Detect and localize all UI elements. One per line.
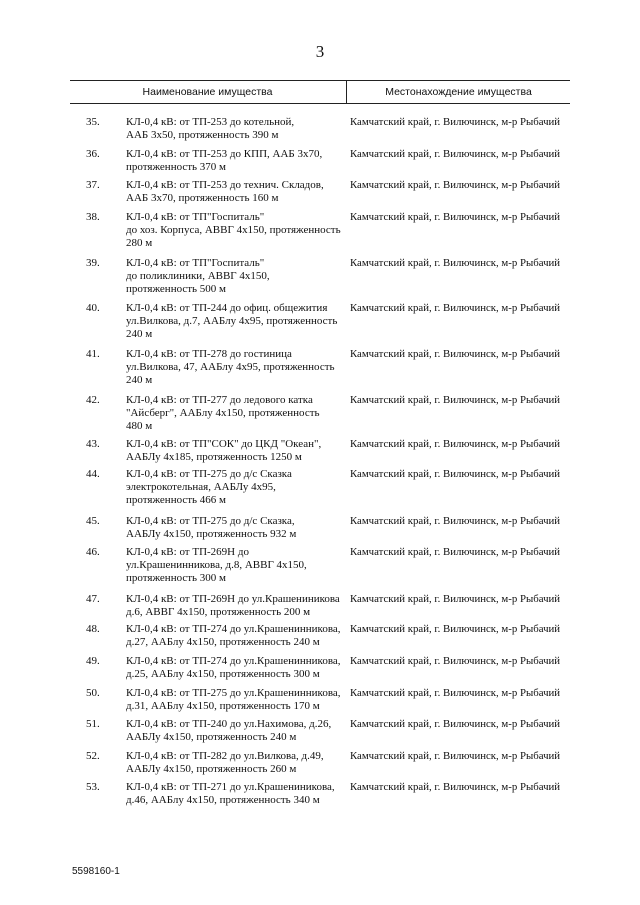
property-location: Камчатский край, г. Вилючинск, м-р Рыбачий (350, 438, 561, 450)
property-name-line: протяженность 300 м (126, 572, 227, 584)
document-code: 5598160-1 (72, 866, 120, 877)
property-name (126, 750, 348, 776)
table-header (70, 80, 570, 104)
property-location: Камчатский край, г. Вилючинск, м-р Рыбачий (350, 718, 561, 730)
property-name-line: протяженность 500 м (126, 283, 227, 295)
page-number: 3 (315, 42, 325, 61)
property-name (126, 515, 348, 541)
property-location: Камчатский край, г. Вилючинск, м-р Рыбачий (350, 655, 561, 667)
row-number: 46. (86, 546, 100, 558)
property-name (126, 546, 348, 585)
property-name-line: КЛ-0,4 кВ: от ТП-274 до ул.Крашенинникова, (126, 623, 341, 635)
property-name-line: 240 м (126, 374, 153, 386)
row-number: 51. (86, 718, 100, 730)
property-name-line: "Айсберг", ААБлу 4х150, протяженность (126, 407, 320, 419)
property-name-line: КЛ-0,4 кВ: от ТП"Госпиталь" (126, 211, 265, 223)
property-name-line: ААБЛу 4х150, протяженность 932 м (126, 528, 297, 540)
property-name (126, 468, 348, 507)
property-location: Камчатский край, г. Вилючинск, м-р Рыбачий (350, 211, 561, 223)
property-name-line: КЛ-0,4 кВ: от ТП-278 до гостиница (126, 348, 292, 360)
row-number: 50. (86, 687, 100, 699)
property-name (126, 179, 348, 205)
property-name (126, 655, 348, 681)
property-name-line: КЛ-0,4 кВ: от ТП-244 до офиц. общежития (126, 302, 328, 314)
property-name (126, 116, 348, 142)
row-number: 36. (86, 148, 100, 160)
row-number: 45. (86, 515, 100, 527)
property-name (126, 781, 348, 807)
property-name-line: КЛ-0,4 кВ: от ТП-269Н до ул.Крашениникова (126, 593, 340, 605)
property-name-line: КЛ-0,4 кВ: от ТП-275 до д/с Сказка, (126, 515, 295, 527)
property-name-line: протяженность 466 м (126, 494, 227, 506)
property-location: Камчатский край, г. Вилючинск, м-р Рыбачий (350, 116, 561, 128)
property-location: Камчатский край, г. Вилючинск, м-р Рыбачий (350, 781, 561, 793)
property-name-line: до хоз. Корпуса, АВВГ 4х150, протяженность (126, 224, 341, 236)
property-name (126, 257, 348, 296)
property-location: Камчатский край, г. Вилючинск, м-р Рыбачий (350, 148, 561, 160)
property-location: Камчатский край, г. Вилючинск, м-р Рыбачий (350, 593, 561, 605)
property-name-line: КЛ-0,4 кВ: от ТП"Госпиталь" (126, 257, 265, 269)
property-name-line: д.25, ААБлу 4х150, протяженность 300 м (126, 668, 320, 680)
property-name-line: КЛ-0,4 кВ: от ТП-271 до ул.Крашениникова, (126, 781, 335, 793)
property-name-line: КЛ-0,4 кВ: от ТП-253 до КПП, ААБ 3х70, (126, 148, 323, 160)
property-name-line: ул.Крашенинникова, д.8, АВВГ 4х150, (126, 559, 307, 571)
property-name-line: ААБ 3х70, протяженность 160 м (126, 192, 279, 204)
property-name (126, 593, 348, 619)
property-name-line: д.27, ААБлу 4х150, протяженность 240 м (126, 636, 320, 648)
property-location: Камчатский край, г. Вилючинск, м-р Рыбачий (350, 546, 561, 558)
property-name-line: 240 м (126, 328, 153, 340)
property-name (126, 211, 348, 250)
row-number: 37. (86, 179, 100, 191)
property-name-line: ул.Вилкова, д.7, ААБлу 4х95, протяженность (126, 315, 338, 327)
property-location: Камчатский край, г. Вилючинск, м-р Рыбачий (350, 179, 561, 191)
property-name-line: КЛ-0,4 кВ: от ТП-277 до ледового катка (126, 394, 313, 406)
row-number: 53. (86, 781, 100, 793)
property-name-line: электрокотельная, ААБЛу 4х95, (126, 481, 276, 493)
property-name-line: КЛ-0,4 кВ: от ТП-269Н до (126, 546, 249, 558)
property-name (126, 302, 348, 341)
property-location: Камчатский край, г. Вилючинск, м-р Рыбачий (350, 750, 561, 762)
property-location: Камчатский край, г. Вилючинск, м-р Рыбачий (350, 623, 561, 635)
property-name-line: д.6, АВВГ 4х150, протяженность 200 м (126, 606, 311, 618)
property-name-line: ААБЛу 4х185, протяженность 1250 м (126, 451, 302, 463)
property-name (126, 394, 348, 433)
property-name-line: ААБЛу 4х150, протяженность 260 м (126, 763, 297, 775)
property-name-line: ААБ 3х50, протяженность 390 м (126, 129, 279, 141)
property-location: Камчатский край, г. Вилючинск, м-р Рыбачий (350, 468, 561, 480)
property-location: Камчатский край, г. Вилючинск, м-р Рыбачий (350, 394, 561, 406)
property-name-line: 480 м (126, 420, 153, 432)
property-name-line: КЛ-0,4 кВ: от ТП"СОК" до ЦКД "Океан", (126, 438, 322, 450)
row-number: 49. (86, 655, 100, 667)
property-name (126, 718, 348, 744)
row-number: 42. (86, 394, 100, 406)
property-name (126, 687, 348, 713)
row-number: 39. (86, 257, 100, 269)
property-name-line: ААБЛу 4х150, протяженность 240 м (126, 731, 297, 743)
property-name-line: д.46, ААБлу 4х150, протяженность 340 м (126, 794, 320, 806)
row-number: 52. (86, 750, 100, 762)
property-name-line: КЛ-0,4 кВ: от ТП-275 до ул.Крашенинникова, (126, 687, 341, 699)
header-location: Местонахождение имущества (385, 86, 532, 98)
row-number: 35. (86, 116, 100, 128)
property-name-line: КЛ-0,4 кВ: от ТП-282 до ул.Вилкова, д.49, (126, 750, 324, 762)
row-number: 40. (86, 302, 100, 314)
property-name-line: КЛ-0,4 кВ: от ТП-253 до котельной, (126, 116, 295, 128)
property-name-line: протяженность 370 м (126, 161, 227, 173)
property-location: Камчатский край, г. Вилючинск, м-р Рыбачий (350, 515, 561, 527)
header-name: Наименование имущества (142, 86, 273, 98)
property-name (126, 623, 348, 649)
property-name-line: КЛ-0,4 кВ: от ТП-274 до ул.Крашенинникова, (126, 655, 341, 667)
property-name-line: до поликлиники, АВВГ 4х150, (126, 270, 270, 282)
property-name-line: д.31, ААБлу 4х150, протяженность 170 м (126, 700, 320, 712)
property-name-line: КЛ-0,4 кВ: от ТП-275 до д/с Сказка (126, 468, 292, 480)
row-number: 41. (86, 348, 100, 360)
row-number: 47. (86, 593, 100, 605)
property-name-line: 280 м (126, 237, 153, 249)
property-location: Камчатский край, г. Вилючинск, м-р Рыбачий (350, 302, 561, 314)
property-location: Камчатский край, г. Вилючинск, м-р Рыбачий (350, 687, 561, 699)
row-number: 43. (86, 438, 100, 450)
property-name (126, 438, 348, 464)
row-number: 44. (86, 468, 100, 480)
property-name-line: КЛ-0,4 кВ: от ТП-240 до ул.Нахимова, д.26, (126, 718, 332, 730)
property-name-line: КЛ-0,4 кВ: от ТП-253 до технич. Складов, (126, 179, 324, 191)
property-name (126, 348, 348, 387)
property-name-line: ул.Вилкова, 47, ААБлу 4х95, протяженность (126, 361, 335, 373)
property-location: Камчатский край, г. Вилючинск, м-р Рыбачий (350, 348, 561, 360)
row-number: 38. (86, 211, 100, 223)
row-number: 48. (86, 623, 100, 635)
property-location: Камчатский край, г. Вилючинск, м-р Рыбачий (350, 257, 561, 269)
property-name (126, 148, 348, 174)
